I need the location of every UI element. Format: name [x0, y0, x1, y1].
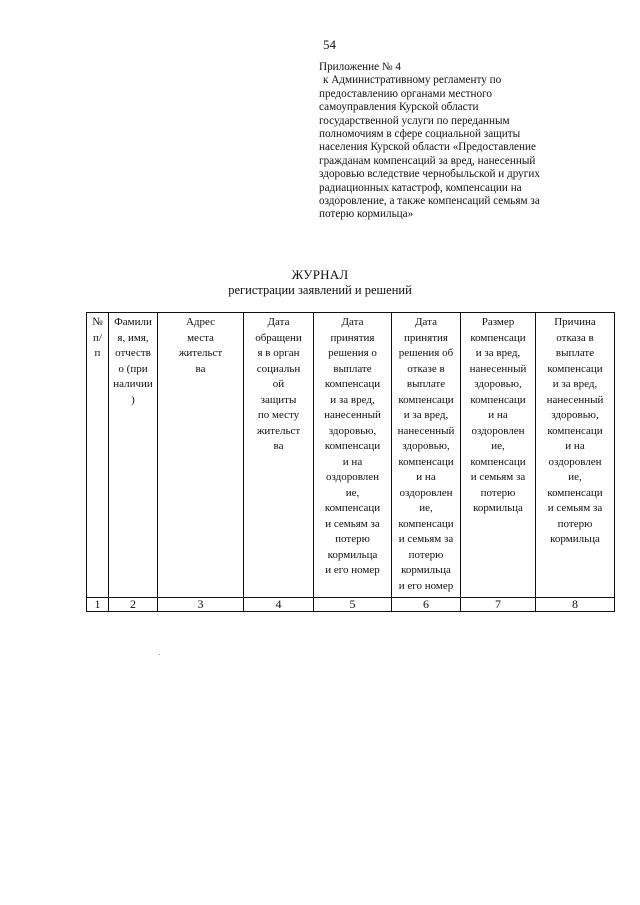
column-number-cell: 1	[87, 598, 109, 612]
column-header-line: кормильца	[401, 564, 451, 576]
column-header-line: потерю	[480, 486, 516, 499]
column-header-line: оздоровлен	[399, 486, 453, 499]
scan-speck	[159, 654, 160, 655]
column-header-line: кормильца	[550, 533, 600, 545]
appendix-line: населения Курской области «Предоставление	[319, 141, 536, 154]
column-header-line: Размер	[481, 316, 515, 328]
column-number-cell: 8	[536, 598, 615, 612]
column-header-line: Дата	[415, 316, 437, 328]
column-header-line: ой	[272, 378, 285, 390]
appendix-note	[319, 61, 581, 222]
column-header-line: потерю	[408, 548, 444, 561]
column-header-line: компенсаци	[547, 486, 603, 499]
column-header-line: о (при	[118, 362, 148, 375]
column-header-line: нанесенный	[469, 362, 527, 375]
appendix-line: самоуправления Курской области	[319, 101, 479, 114]
column-header-line: Дата	[341, 316, 364, 328]
column-header-line: и на	[488, 409, 508, 421]
column-header-line: и за вред,	[330, 393, 375, 406]
column-header-line: оздоровлен	[325, 471, 380, 483]
column-number-cell: 3	[158, 598, 244, 612]
column-header-line: п	[94, 347, 101, 359]
column-header-line: компенсаци	[547, 424, 603, 437]
column-header-line: кормильца	[473, 502, 523, 514]
column-header-3	[158, 313, 244, 598]
column-header-line: и его номер	[325, 564, 380, 576]
table-header-row	[87, 313, 615, 598]
column-header-7	[461, 313, 536, 598]
column-header-line: обращени	[255, 331, 302, 344]
column-header-line: здоровью,	[474, 378, 522, 390]
column-header-line: здоровью,	[328, 424, 377, 437]
column-header-line: отказе в	[407, 362, 445, 375]
column-header-line: кормильца	[327, 548, 378, 561]
column-header-line: отчеств	[115, 347, 151, 359]
column-header-line: нанесенный	[324, 409, 381, 421]
appendix-line: государственной услуги по переданным	[319, 114, 510, 127]
column-header-line: и семьям за	[470, 471, 526, 483]
column-header-4	[244, 313, 314, 598]
column-header-line: защиты	[260, 393, 297, 406]
column-header-line: и семьям за	[325, 517, 380, 530]
column-header-5	[314, 313, 392, 598]
appendix-line: Приложение № 4	[319, 61, 401, 73]
column-header-line: выплате	[555, 347, 595, 359]
appendix-line: потерю кормильца»	[319, 208, 414, 221]
column-header-2	[109, 313, 158, 598]
column-header-6	[392, 313, 461, 598]
column-header-line: Причина	[554, 316, 596, 328]
column-header-line: ва	[195, 362, 206, 375]
column-header-line: ва	[273, 440, 284, 452]
column-header-line: и на	[565, 440, 585, 452]
column-header-line: и семьям за	[398, 533, 454, 545]
column-header-line: нанесенный	[397, 424, 455, 437]
column-header-line: компенсаци	[398, 393, 454, 406]
column-header-line: наличии	[113, 378, 153, 390]
column-header-line: и семьям за	[547, 502, 603, 514]
column-header-line: Дата	[267, 316, 290, 328]
column-header-line: и за вред,	[475, 347, 521, 359]
column-header-line: компенсаци	[470, 455, 526, 468]
column-header-line: и за вред,	[403, 409, 449, 421]
column-header-line: здоровью,	[402, 440, 450, 452]
column-header-line: ие,	[491, 440, 505, 452]
column-header-line: компенсаци	[547, 362, 603, 375]
column-header-line: потерю	[557, 517, 593, 530]
appendix-line: гражданам компенсаций за вред, нанесенный	[319, 154, 536, 167]
column-header-line: оздоровлен	[548, 455, 602, 468]
column-header-1	[87, 313, 109, 598]
column-header-line: компенсаци	[398, 455, 454, 468]
column-header-line: ие,	[419, 502, 433, 514]
appendix-line: радиационных катастроф, компенсации на	[319, 181, 522, 194]
column-header-line: компенсаци	[324, 440, 381, 452]
column-header-line: выплате	[333, 362, 372, 375]
column-header-line: ие,	[345, 486, 360, 499]
column-header-line: №	[92, 316, 103, 328]
column-header-line: я в орган	[257, 347, 300, 359]
column-header-line: компенсаци	[324, 378, 381, 390]
appendix-line: к Административному регламенту по	[323, 74, 502, 87]
column-header-line: компенсаци	[470, 393, 526, 406]
column-number-cell: 4	[244, 598, 314, 612]
appendix-line: предоставлению органами местного	[319, 87, 492, 100]
column-header-line: нанесенный	[546, 393, 604, 406]
column-header-line: компенсаци	[324, 502, 381, 514]
appendix-line: оздоровление, а также компенсаций семьям за	[319, 195, 540, 208]
column-number-row	[87, 598, 615, 612]
column-header-line: и за вред,	[552, 378, 598, 390]
column-header-line: решения о	[328, 347, 377, 359]
column-header-line: решения об	[398, 347, 454, 359]
column-header-line: здоровью,	[551, 409, 599, 421]
column-header-line: оздоровлен	[471, 424, 525, 437]
journal-subtitle: регистрации заявлений и решений	[228, 283, 412, 297]
column-header-line: жительст	[256, 424, 301, 437]
column-header-line: п/	[93, 331, 102, 344]
column-header-line: принятия	[330, 331, 375, 344]
column-header-line: Фамили	[114, 316, 152, 328]
column-header-8	[536, 313, 615, 598]
column-number-cell: 6	[392, 598, 461, 612]
column-header-line: и на	[416, 471, 436, 483]
column-header-line: Адрес	[185, 316, 216, 328]
column-header-line: ие,	[568, 471, 582, 483]
column-header-line: компенсаци	[398, 517, 454, 530]
column-header-line: выплате	[406, 378, 446, 390]
column-header-line: принятия	[404, 331, 448, 344]
page-number: 54	[323, 37, 336, 52]
column-header-line: компенсаци	[470, 331, 526, 344]
column-header-line: и его номер	[398, 579, 454, 592]
column-header-line: я, имя,	[117, 331, 149, 344]
column-header-line: и на	[342, 455, 363, 468]
column-header-line: отказа в	[556, 331, 594, 344]
column-number-cell: 2	[109, 598, 158, 612]
column-header-line: жительст	[178, 347, 223, 359]
journal-table	[86, 312, 615, 612]
appendix-line: полномочиям в сфере социальной защиты	[319, 128, 521, 141]
column-number-cell: 5	[314, 598, 392, 612]
column-header-line: )	[131, 393, 135, 406]
column-header-line: социальн	[256, 362, 301, 375]
appendix-line: здоровью вследствие чернобыльской и других	[319, 168, 540, 181]
column-header-line: потерю	[335, 533, 370, 545]
column-number-cell: 7	[461, 598, 536, 612]
column-header-line: места	[187, 331, 214, 344]
column-header-line: по месту	[257, 409, 300, 421]
journal-title: ЖУРНАЛ	[291, 267, 349, 282]
